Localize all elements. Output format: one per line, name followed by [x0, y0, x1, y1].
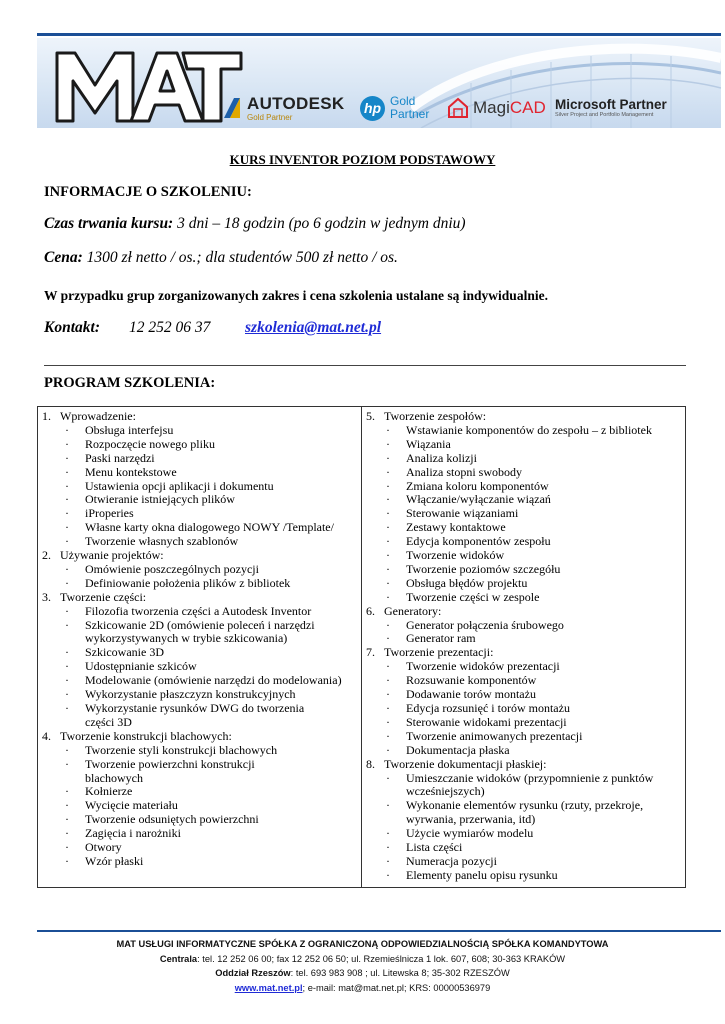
program-item-text: Wstawianie komponentów do zespołu – z bibliotek [406, 422, 652, 437]
program-item-text: Elementy panelu opisu rysunku [406, 867, 558, 882]
section-title-text: Tworzenie konstrukcji blachowych: [60, 728, 232, 743]
program-list-item [42, 758, 358, 786]
bullet-icon: · [65, 853, 69, 868]
bullet-icon: · [386, 687, 390, 702]
bullet-icon: · [386, 867, 390, 882]
program-item-text: wyrwania, przerwania, itd) [406, 812, 536, 827]
footer-contact [0, 981, 725, 996]
course-price [44, 249, 398, 267]
program-item-text: Otwieranie istniejących plików [85, 492, 235, 507]
bullet-icon: · [386, 728, 390, 743]
hp-line1: Gold [390, 94, 416, 109]
contact-phone: 12 252 06 37 [129, 319, 211, 336]
bullet-icon: · [65, 603, 69, 618]
program-item-text: Tworzenie widoków [406, 548, 505, 563]
section-title-text: Tworzenie części: [60, 589, 147, 604]
program-item-text: Zestawy kontaktowe [406, 520, 506, 535]
autodesk-name: AUTODESK [247, 93, 345, 113]
program-item-text: Analiza kolizji [406, 450, 477, 465]
program-list-item [42, 521, 358, 535]
bullet-icon: · [65, 742, 69, 757]
program-item-text: Menu kontekstowe [85, 464, 177, 479]
program-section-title [42, 549, 358, 563]
section-title-text: Używanie projektów: [60, 548, 164, 563]
bullet-icon: · [386, 589, 390, 604]
program-table [37, 406, 686, 888]
program-item-text: Wykonanie elementów rysunku (rzuty, przekroje, [406, 798, 644, 813]
program-list-item [366, 563, 684, 577]
program-list-item [366, 577, 684, 591]
program-list-item [366, 438, 684, 452]
section-number: 4. [42, 728, 51, 743]
program-item-text: Edycja rozsunięć i torów montażu [406, 700, 570, 715]
autodesk-sub: Gold Partner [247, 112, 293, 122]
program-item-text: Wzór płaski [85, 853, 144, 868]
course-title: KURS INVENTOR POZIOM PODSTAWOWY [229, 152, 496, 167]
program-item-text: Tworzenie odsuniętych powierzchni [85, 812, 259, 827]
bullet-icon: · [65, 617, 69, 632]
section-title-text: Tworzenie prezentacji: [384, 645, 494, 660]
bullet-icon: · [386, 742, 390, 757]
bullet-icon: · [65, 840, 69, 855]
program-list-item [42, 605, 358, 619]
program-list-item [42, 702, 358, 730]
program-item-text: części 3D [85, 714, 132, 729]
program-column-right [366, 410, 684, 883]
program-item-text: Sterowanie wiązaniami [406, 506, 519, 521]
bullet-icon: · [386, 450, 390, 465]
program-list-item [366, 480, 684, 494]
program-item-text: Zmiana koloru komponentów [406, 478, 549, 493]
program-list-item [366, 702, 684, 716]
program-list-item [366, 660, 684, 674]
course-duration [44, 215, 466, 233]
program-item-text: Definiowanie położenia plików z bibliotek [85, 575, 291, 590]
program-section-title [366, 410, 684, 424]
section-number: 6. [366, 603, 375, 618]
bullet-icon: · [65, 561, 69, 576]
program-item-text: Tworzenie powierzchni konstrukcji [85, 756, 255, 771]
footer-rule [37, 930, 721, 932]
program-list-item [42, 688, 358, 702]
program-item-text: Edycja komponentów zespołu [406, 534, 551, 549]
program-list-item [366, 549, 684, 563]
program-list-item [42, 452, 358, 466]
bullet-icon: · [386, 436, 390, 451]
program-list-item [42, 577, 358, 591]
section-number: 3. [42, 589, 51, 604]
program-item-text: Umieszczanie widoków (przypomnienie z punktów [406, 770, 654, 785]
magicad-name [473, 98, 546, 118]
program-list-item [366, 855, 684, 869]
bullet-icon: · [386, 840, 390, 855]
program-list-item [366, 716, 684, 730]
program-list-item [42, 563, 358, 577]
program-list-item [366, 744, 684, 758]
program-list-item [366, 799, 684, 827]
program-list-item [366, 730, 684, 744]
bullet-icon: · [65, 436, 69, 451]
program-item-text: Tworzenie animowanych prezentacji [406, 728, 583, 743]
autodesk-partner-logo [222, 91, 345, 125]
program-section-title [42, 410, 358, 424]
program-column-left [42, 410, 358, 869]
bullet-icon: · [65, 659, 69, 674]
program-item-text: Wycięcie materiału [85, 798, 178, 813]
program-list-item [42, 438, 358, 452]
bullet-icon: · [386, 673, 390, 688]
footer-oddzial [0, 966, 725, 981]
bullet-icon: · [65, 464, 69, 479]
program-list-item [366, 869, 684, 883]
program-item-text: Ustawienia opcji aplikacji i dokumentu [85, 478, 274, 493]
program-section-title [366, 758, 684, 772]
program-list-item [366, 619, 684, 633]
section-number: 8. [366, 756, 375, 771]
program-list-item [366, 632, 684, 646]
program-item-text: Omówienie poszczególnych pozycji [85, 561, 259, 576]
program-item-text: Paski narzędzi [85, 450, 155, 465]
group-pricing-note: W przypadku grup zorganizowanych zakres i cena szkolenia ustalane są indywidualnie. [44, 288, 548, 303]
section-title-text: Tworzenie zespołów: [384, 409, 487, 423]
program-item-text: Zagięcia i narożniki [85, 826, 181, 841]
program-item-text: Obsługa interfejsu [85, 422, 174, 437]
bullet-icon: · [386, 561, 390, 576]
program-item-text: Filozofia tworzenia części a Autodesk Inventor [85, 603, 312, 618]
program-section-title [42, 730, 358, 744]
bullet-icon: · [65, 520, 69, 535]
contact-email-link[interactable]: szkolenia@mat.net.pl [245, 319, 382, 336]
program-item-text: Udostępnianie szkiców [85, 659, 197, 674]
hp-icon: hp [360, 96, 385, 121]
bullet-icon: · [386, 714, 390, 729]
program-item-text: Tworzenie poziomów szczegółu [406, 561, 561, 576]
program-list-item [42, 507, 358, 521]
program-item-text: Tworzenie części w zespole [406, 589, 540, 604]
program-item-text: Użycie wymiarów modelu [406, 826, 534, 841]
mat-logo [53, 47, 243, 123]
program-item-text: Dodawanie torów montażu [406, 687, 536, 702]
bullet-icon: · [386, 617, 390, 632]
magicad-partner-logo [447, 91, 546, 125]
bullet-icon: · [65, 450, 69, 465]
ms-partner-name: Microsoft Partner [555, 96, 667, 112]
bullet-icon: · [386, 520, 390, 535]
bullet-icon: · [386, 548, 390, 563]
magicad-house-icon [447, 96, 469, 120]
magicad-name-part2: CAD [509, 98, 546, 117]
program-item-text: Lista części [406, 840, 463, 855]
bullet-icon: · [386, 534, 390, 549]
price-value: 1300 zł netto / os.; dla studentów 500 zł netto / os. [86, 249, 398, 266]
program-list-item [366, 841, 684, 855]
program-list-item [42, 744, 358, 758]
program-list-item [42, 827, 358, 841]
program-list-item [366, 535, 684, 549]
bullet-icon: · [386, 478, 390, 493]
section-title-text: Wprowadzenie: [60, 409, 136, 423]
bullet-icon: · [65, 687, 69, 702]
program-item-text: Analiza stopni swobody [406, 464, 522, 479]
bullet-icon: · [65, 756, 69, 771]
bullet-icon: · [386, 798, 390, 813]
program-item-text: blachowych [85, 770, 143, 785]
program-item-text: Wykorzystanie płaszczyzn konstrukcyjnych [85, 687, 296, 702]
footer-centrala-text: : tel. 12 252 06 00; fax 12 252 06 50; ul. Rzemieślnicza 1 lok. 607, 608; 30-363 KRAKÓW [197, 953, 566, 964]
program-list-item [42, 619, 358, 647]
program-item-text: Własne karty okna dialogowego NOWY /Template/ [85, 520, 334, 535]
bullet-icon: · [65, 826, 69, 841]
program-list-item [42, 855, 358, 869]
section-number: 2. [42, 548, 51, 563]
program-list-item [366, 521, 684, 535]
program-section-title [42, 591, 358, 605]
program-list-item [366, 424, 684, 438]
bullet-icon: · [386, 492, 390, 507]
program-item-text: Sterowanie widokami prezentacji [406, 714, 567, 729]
footer-oddzial-label: Oddział Rzeszów [215, 968, 291, 978]
program-item-text: Tworzenie własnych szablonów [85, 534, 239, 549]
program-item-text: Generator połączenia śrubowego [406, 617, 564, 632]
program-list-item [366, 688, 684, 702]
program-list-item [366, 507, 684, 521]
program-list-item [42, 493, 358, 507]
bullet-icon: · [65, 478, 69, 493]
footer-oddzial-text: : tel. 693 983 908 ; ul. Litewska 8; 35-302 RZESZÓW [290, 968, 510, 978]
program-list-item [366, 493, 684, 507]
bullet-icon: · [65, 798, 69, 813]
program-list-item [366, 591, 684, 605]
program-section-title [366, 646, 684, 660]
program-item-text: Tworzenie styli konstrukcji blachowych [85, 742, 278, 757]
bullet-icon: · [65, 812, 69, 827]
section-number: 5. [366, 409, 375, 423]
footer-website-link[interactable]: www.mat.net.pl [234, 982, 303, 993]
microsoft-partner-logo [555, 91, 667, 125]
bullet-icon: · [65, 673, 69, 688]
bullet-icon: · [65, 506, 69, 521]
program-list-item [42, 841, 358, 855]
program-item-text: Wiązania [406, 436, 451, 451]
letterhead-header [37, 33, 721, 128]
program-list-item [366, 827, 684, 841]
contact-line [44, 319, 382, 337]
program-list-item [42, 813, 358, 827]
hp-partner-logo [360, 91, 429, 125]
program-item-text: Dokumentacja płaska [406, 742, 510, 757]
program-item-text: Kołnierze [85, 784, 133, 799]
program-section-title [366, 605, 684, 619]
bullet-icon: · [65, 575, 69, 590]
program-list-item [42, 424, 358, 438]
magicad-name-part1: Magi [473, 98, 510, 117]
program-list-item [42, 799, 358, 813]
program-list-item [366, 466, 684, 480]
hp-line2: Partner [390, 107, 430, 121]
program-list-item [366, 674, 684, 688]
program-item-text: Otwory [85, 840, 122, 855]
program-item-text: Rozsuwanie komponentów [406, 673, 537, 688]
bullet-icon: · [386, 700, 390, 715]
section-divider [44, 365, 686, 366]
bullet-icon: · [386, 422, 390, 437]
duration-label: Czas trwania kursu: [44, 215, 174, 232]
footer-company-name: MAT USŁUGI INFORMATYCZNE SPÓŁKA Z OGRANICZONĄ ODPOWIEDZIALNOŚCIĄ SPÓŁKA KOMANDYTOWA [116, 939, 609, 949]
duration-value: 3 dni – 18 godzin (po 6 godzin w jednym dniu) [177, 215, 466, 232]
program-list-item [42, 674, 358, 688]
price-label: Cena: [44, 249, 83, 266]
section-title-text: Generatory: [384, 603, 442, 618]
letterhead-footer [0, 937, 725, 995]
ms-partner-sub: Silver Project and Portfolio Management [555, 112, 654, 118]
program-item-text: iProperies [85, 506, 134, 521]
bullet-icon: · [65, 492, 69, 507]
program-item-text: Obsługa błędów projektu [406, 575, 528, 590]
program-item-text: Modelowanie (omówienie narzędzi do modelowania) [85, 673, 342, 688]
footer-centrala [0, 952, 725, 967]
partner-logos [222, 91, 712, 125]
program-item-text: wcześniejszych) [406, 784, 485, 799]
program-item-text: Szkicowanie 2D (omówienie poleceń i narzędzi [85, 617, 315, 632]
program-item-text: Generator ram [406, 631, 476, 646]
program-item-text: Włączanie/wyłączanie wiązań [406, 492, 551, 507]
section-number: 1. [42, 409, 51, 423]
bullet-icon: · [386, 575, 390, 590]
program-list-item [42, 785, 358, 799]
program-list-item [42, 480, 358, 494]
bullet-icon: · [386, 770, 390, 785]
table-column-divider [361, 407, 362, 887]
bullet-icon: · [386, 853, 390, 868]
contact-label: Kontakt: [44, 319, 100, 336]
program-list-item [366, 772, 684, 800]
footer-centrala-label: Centrala [159, 953, 198, 964]
bullet-icon: · [386, 826, 390, 841]
program-item-text: Rozpoczęcie nowego pliku [85, 436, 215, 451]
bullet-icon: · [65, 700, 69, 715]
program-list-item [42, 660, 358, 674]
program-list-item [366, 452, 684, 466]
section-number: 7. [366, 645, 375, 660]
bullet-icon: · [65, 784, 69, 799]
section-title-text: Tworzenie dokumentacji płaskiej: [384, 756, 547, 771]
program-heading: PROGRAM SZKOLENIA: [44, 375, 216, 391]
info-heading: INFORMACJE O SZKOLENIU: [44, 184, 252, 200]
program-list-item [42, 646, 358, 660]
program-item-text: Tworzenie widoków prezentacji [406, 659, 560, 674]
program-item-text: Wykorzystanie rysunków DWG do tworzenia [85, 700, 305, 715]
bullet-icon: · [386, 464, 390, 479]
program-list-item [42, 466, 358, 480]
header-top-rule [37, 33, 721, 36]
program-item-text: Numeracja pozycji [406, 853, 497, 868]
bullet-icon: · [65, 422, 69, 437]
program-item-text: Szkicowanie 3D [85, 645, 164, 660]
bullet-icon: · [386, 659, 390, 674]
bullet-icon: · [386, 631, 390, 646]
autodesk-icon [222, 96, 242, 120]
bullet-icon: · [386, 506, 390, 521]
program-item-text: wykorzystywanych w trybie szkicowania) [85, 631, 288, 646]
program-list-item [42, 535, 358, 549]
bullet-icon: · [65, 534, 69, 549]
bullet-icon: · [65, 645, 69, 660]
footer-contact-rest: ; e-mail: mat@mat.net.pl; KRS: 00000536979 [302, 982, 491, 993]
